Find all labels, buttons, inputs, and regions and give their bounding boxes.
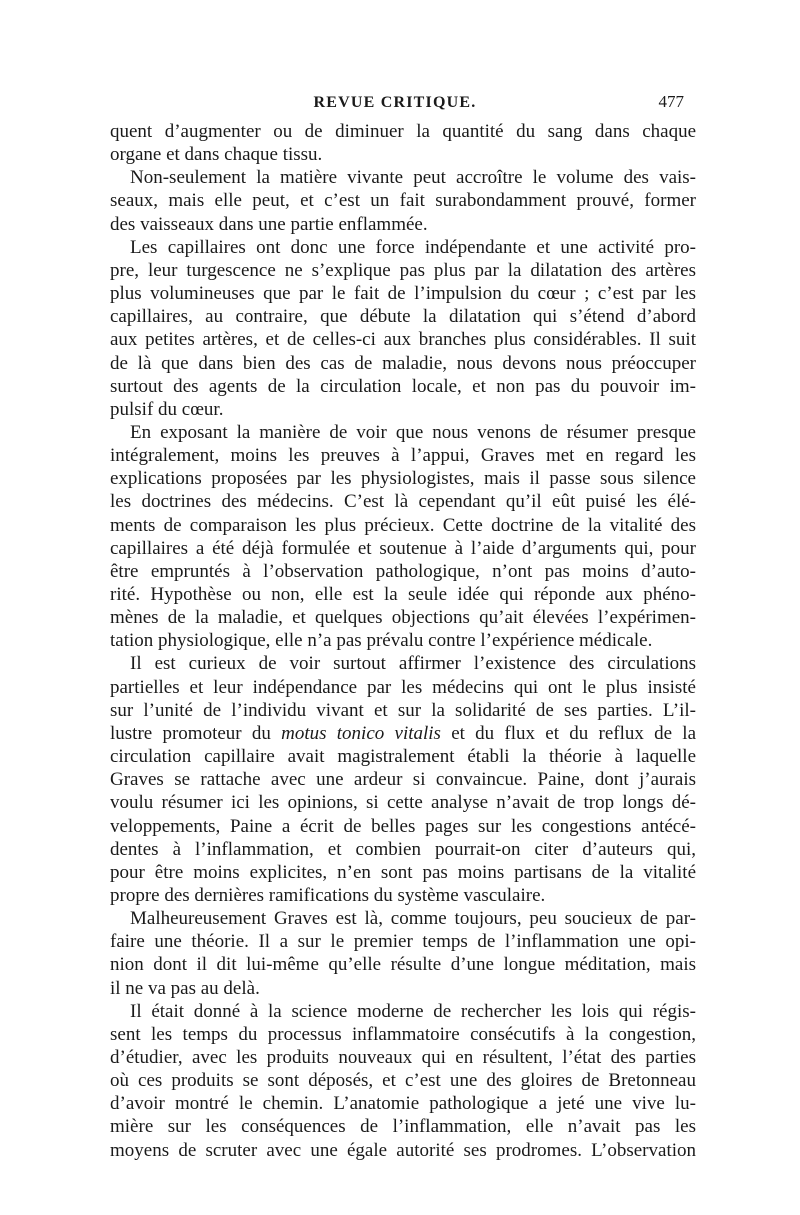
text-line: être empruntés à l’observation pathologique, n’ont pas moins d’auto- — [110, 560, 696, 582]
text-line: ments de comparaison les plus précieux. Cette doctrine de la vitalité des — [110, 514, 696, 536]
text-line: des vaisseaux dans une partie enflammée. — [110, 213, 428, 235]
text-line: Il est curieux de voir surtout affirmer l’existence des circulations — [130, 653, 696, 675]
text-line: seaux, mais elle peut, et c’est un fait surabondamment prouvé, former — [110, 190, 696, 212]
text-line: de là que dans bien des cas de maladie, nous devons nous préoccuper — [110, 352, 696, 374]
text-line: organe et dans chaque tissu. — [110, 144, 323, 166]
text-line: Les capillaires ont donc une force indépendante et une activité pro- — [130, 236, 696, 258]
text-line: partielles et leur indépendance par les médecins qui ont le plus insisté — [110, 676, 696, 698]
text-line: propre des dernières ramifications du système vasculaire. — [110, 884, 546, 906]
italic-term: motus tonico vitalis — [281, 722, 441, 744]
text-line: circulation capillaire avait magistralement établi la théorie à laquelle — [110, 746, 696, 768]
text-line: veloppements, Paine a écrit de belles pages sur les congestions antécé- — [110, 815, 696, 837]
text-line: Malheureusement Graves est là, comme toujours, peu soucieux de par- — [130, 908, 696, 930]
text-line: intégralement, moins les preuves à l’appui, Graves met en regard les — [110, 445, 696, 467]
text-line: d’avoir montré le chemin. L’anatomie pathologique a jeté une vive lu- — [110, 1093, 696, 1115]
text-line: mière sur les conséquences de l’inflammation, elle n’avait pas les — [110, 1116, 696, 1138]
text-segment: et du flux et du reflux de la — [440, 722, 697, 744]
text-line: aux petites artères, et de celles-ci aux branches plus considérables. Il suit — [110, 329, 696, 351]
text-line: surtout des agents de la circulation locale, et non pas du pouvoir im- — [110, 375, 696, 397]
text-line: explications proposées par les physiologistes, mais il passe sous silence — [110, 468, 696, 490]
text-line: Non-seulement la matière vivante peut accroître le volume des vais- — [130, 167, 696, 189]
text-line: En exposant la manière de voir que nous venons de résumer presque — [130, 421, 696, 443]
text-line: voulu résumer ici les opinions, si cette analyse n’avait de trop longs dé- — [110, 792, 696, 814]
text-line: moyens de scruter avec une égale autorité ses prodromes. L’observation — [110, 1139, 696, 1161]
text-line — [110, 722, 696, 746]
text-line: les doctrines des médecins. C’est là cependant qu’il eût puisé les élé- — [110, 491, 696, 513]
text-segment: lustre promoteur du — [110, 722, 282, 744]
text-line: faire une théorie. Il a sur le premier temps de l’inflammation une opi- — [110, 931, 696, 953]
text-line: nion dont il dit lui-même qu’elle résulte d’une longue méditation, mais — [110, 954, 696, 976]
text-line: il ne va pas au delà. — [110, 977, 260, 999]
text-line: quent d’augmenter ou de diminuer la quantité du sang dans chaque — [110, 121, 696, 142]
text-line: capillaires a été déjà formulée et soutenue à l’aide d’arguments qui, pour — [110, 537, 696, 559]
text-line: tation physiologique, elle n’a pas prévalu contre l’expérience médicale. — [110, 630, 653, 652]
text-line: mènes de la maladie, et quelques objections qu’ait élevées l’expérimen- — [110, 607, 696, 629]
text-line: où ces produits se sont déposés, et c’est une des gloires de Bretonneau — [110, 1070, 696, 1092]
text-line: plus volumineuses que par le fait de l’impulsion du cœur ; c’est par les — [110, 283, 696, 305]
text-line: sur l’unité de l’individu vivant et sur la solidarité de ses parties. L’il- — [110, 699, 696, 721]
text-line: Graves se rattache avec une ardeur si convaincue. Paine, dont j’aurais — [110, 769, 696, 791]
text-line: rité. Hypothèse ou non, elle est la seule idée qui réponde aux phéno- — [110, 584, 696, 605]
running-title: REVUE CRITIQUE. — [313, 94, 477, 111]
page-number: 477 — [658, 92, 684, 111]
text-line: pre, leur turgescence ne s’explique pas plus par la dilatation des artères — [110, 259, 696, 281]
text-line: Il était donné à la science moderne de rechercher les lois qui régis- — [130, 1000, 696, 1022]
text-line: d’étudier, avec les produits nouveaux qui en résultent, l’état des parties — [110, 1047, 696, 1068]
text-line: pour être moins explicites, n’en sont pas moins partisans de la vitalité — [110, 861, 696, 883]
text-line: pulsif du cœur. — [110, 398, 224, 420]
text-line: capillaires, au contraire, que débute la dilatation qui s’étend d’abord — [110, 306, 696, 328]
text-line: dentes à l’inflammation, et combien pourrait-on citer d’auteurs qui, — [110, 838, 696, 860]
text-line: sent les temps du processus inflammatoire consécutifs à la congestion, — [110, 1023, 696, 1045]
